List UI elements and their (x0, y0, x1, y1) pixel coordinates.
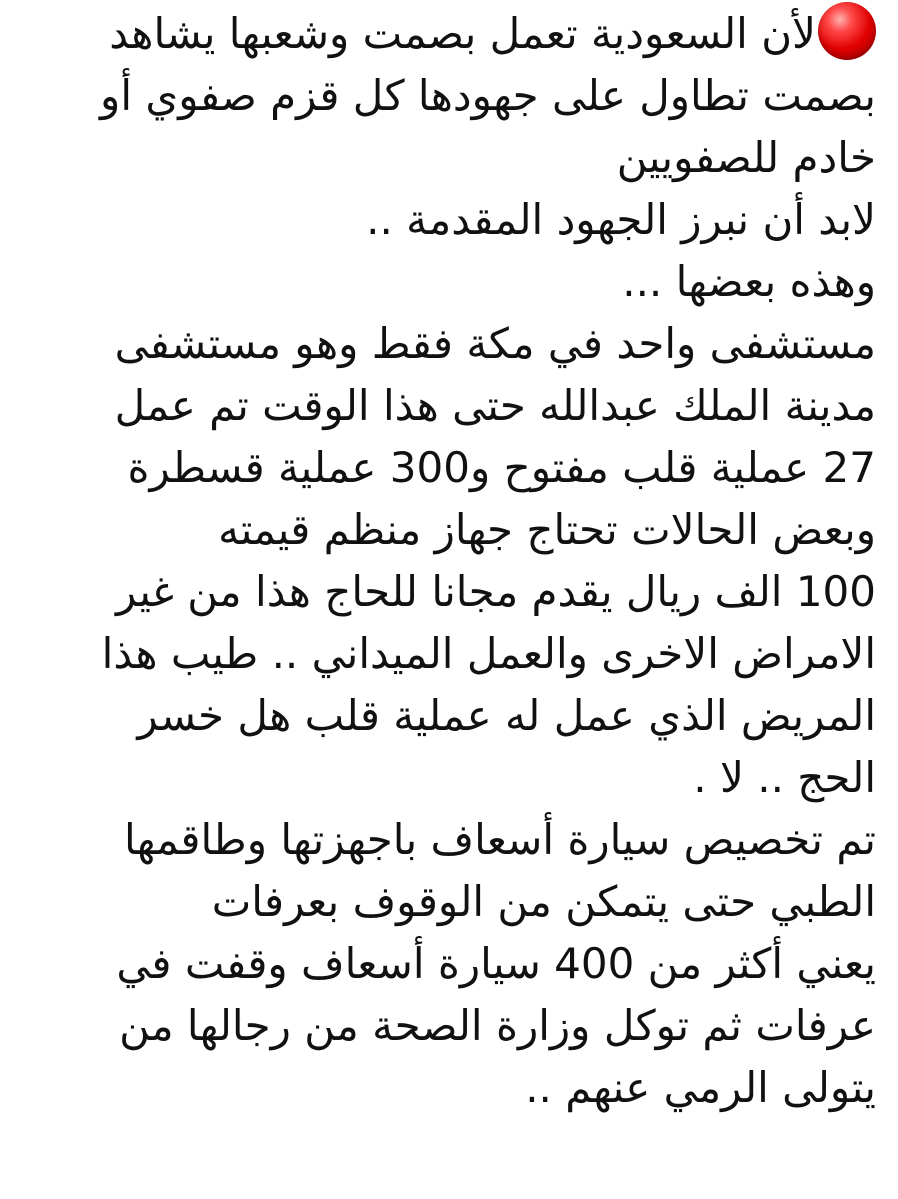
post-line-1-text: لأن السعودية تعمل بصمت وشعبها يشاهد (109, 9, 816, 58)
post-line-13: الحج .. لا . (693, 753, 876, 802)
post-line-4: لابد أن نبرز الجهود المقدمة .. (366, 195, 876, 244)
post-line-1 (18, 2, 876, 65)
post-line-8: 27 عملية قلب مفتوح و300 عملية قسطرة (127, 443, 876, 492)
post-line-3: خادم للصفويين (616, 133, 876, 182)
post-line-18: يتولى الرمي عنهم .. (525, 1063, 876, 1112)
post-line-10: 100 الف ريال يقدم مجانا للحاج هذا من غير (116, 567, 876, 616)
red-circle-icon (818, 2, 876, 60)
post-line-5: وهذه بعضها ... (622, 257, 876, 306)
post-text (18, 2, 876, 1119)
post-line-16: يعني أكثر من 400 سيارة أسعاف وقفت في (116, 939, 876, 988)
post-line-6: مستشفى واحد في مكة فقط وهو مستشفى (114, 319, 876, 368)
post-line-2: بصمت تطاول على جهودها كل قزم صفوي أو (100, 71, 876, 120)
post-line-7: مدينة الملك عبدالله حتى هذا الوقت تم عمل (114, 381, 876, 430)
post-line-9: وبعض الحالات تحتاج جهاز منظم قيمته (218, 505, 876, 554)
post-line-17: عرفات ثم توكل وزارة الصحة من رجالها من (119, 1001, 876, 1050)
post-line-11: الامراض الاخرى والعمل الميداني .. طيب هذا (101, 629, 876, 678)
post-line-14: تم تخصيص سيارة أسعاف باجهزتها وطاقمها (123, 815, 876, 864)
post-line-15: الطبي حتى يتمكن من الوقوف بعرفات (211, 877, 876, 926)
post-line-12: المريض الذي عمل له عملية قلب هل خسر (137, 691, 876, 740)
